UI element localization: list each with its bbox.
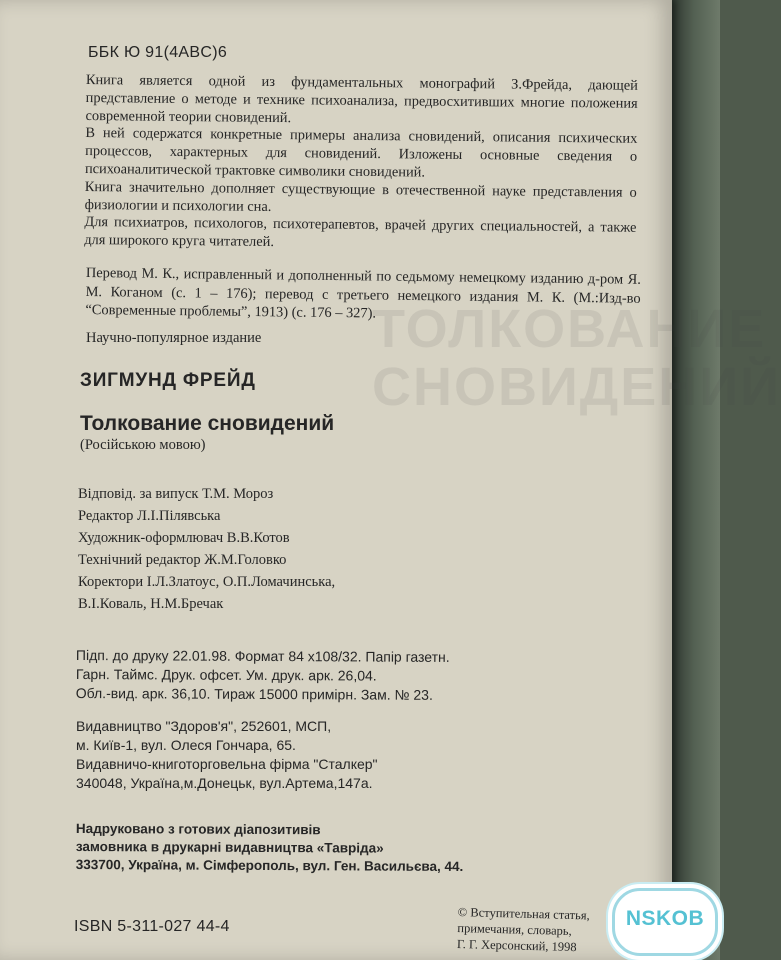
watermark-text: NSKOB [625,907,705,930]
publisher-line: м. Київ-1, вул. Олеся Гончара, 65. [76,737,296,753]
credit-line: Художник-оформлювач В.В.Котов [78,530,290,546]
author-name: ЗИГМУНД ФРЕЙД [80,370,256,391]
annotation-paragraph: В ней содержатся конкретные примеры анализа сновидений, описания психических процессов, характерных для сновидений. Изложены основные сведения о психоаналитической трактовке символики сновидений. [84,125,638,181]
printer-line: замовника в друкарні видавництва «Тавріда» [75,838,384,856]
book-cover-edge [672,0,720,960]
credit-line: В.І.Коваль, Н.М.Бречак [78,596,224,612]
bbk-code: ББК Ю 91(4ABC)6 [88,44,228,61]
book-title: Толкование сновидений [80,412,335,435]
credits-list [78,483,335,615]
edition-type: Научно-популярное издание [86,330,262,346]
publisher-line: 340048, Україна,м.Донецьк, вул.Артема,147а. [76,775,373,791]
print-specs [76,646,450,705]
annotation [84,72,638,256]
printer-line: 333700, Україна, м. Сімферополь, вул. Ген. Васильєва, 44. [75,856,464,875]
print-spec-line: Обл.-вид. арк. 36,10. Тираж 15000 примірн. Зам. № 23. [75,684,433,703]
print-spec-line: Підп. до друку 22.01.98. Формат 84 х108/32. Папір газетн. [75,647,450,665]
credit-line: Відповід. за випуск Т.М. Мороз [78,486,274,502]
publisher-line: Видавничо-книготорговельна фірма "Сталкер" [76,756,378,772]
credit-line: Коректори І.Л.Златоус, О.П.Ломачинська, [78,574,336,590]
credit-line: Технічний редактор Ж.М.Головко [78,552,287,568]
translation-text: Перевод М. К., исправленный и дополненный по седьмому немецкому изданию д-ром Я. М. Коганом (с. 1 – 176); перевод с третьего немецкого издания М. К. (М.:Изд-во “Современные проблемы”, 1913) (с. 176 – 327). [85,264,641,322]
book-subtitle: (Російською мовою) [80,437,206,453]
annotation-paragraph: Книга является одной из фундаментальных монографий З.Фрейда, дающей представление о методе и технике психоанализа, предвосхитивших многие положения современной теории сновидений. [85,72,638,126]
credit-line: Редактор Л.І.Пілявська [78,508,221,524]
printer-info [76,820,464,876]
annotation-paragraph: Книга значительно дополняет существующие в отечественной науке представления о физиологии и психологии сна. [84,178,637,215]
publisher-info [76,717,378,793]
print-spec-line: Гарн. Таймс. Друк. офсет. Ум. друк. арк. 26,04. [75,665,377,684]
annotation-paragraph: Для психиатров, психологов, психотерапевтов, врачей других специальностей, а также для широкого круга читателей. [84,214,637,251]
isbn: ISBN 5-311-027 44-4 [74,918,230,935]
copyright-line: © Вступительная статья, [457,904,590,923]
printer-line: Надруковано з готових діапозитивів [75,821,321,838]
publisher-line: Видавництво "Здоров'я", 252601, МСП, [76,718,332,734]
show-through-cover-text: ТОЛКОВАНИЕ СНОВИДЕНИЙ [372,299,781,417]
copyright-line: примечания, словарь, [457,920,572,938]
watermark-logo [612,888,718,956]
translation-note [85,264,641,326]
copyright-line: Г. Г. Херсонский, 1998 [456,936,577,955]
